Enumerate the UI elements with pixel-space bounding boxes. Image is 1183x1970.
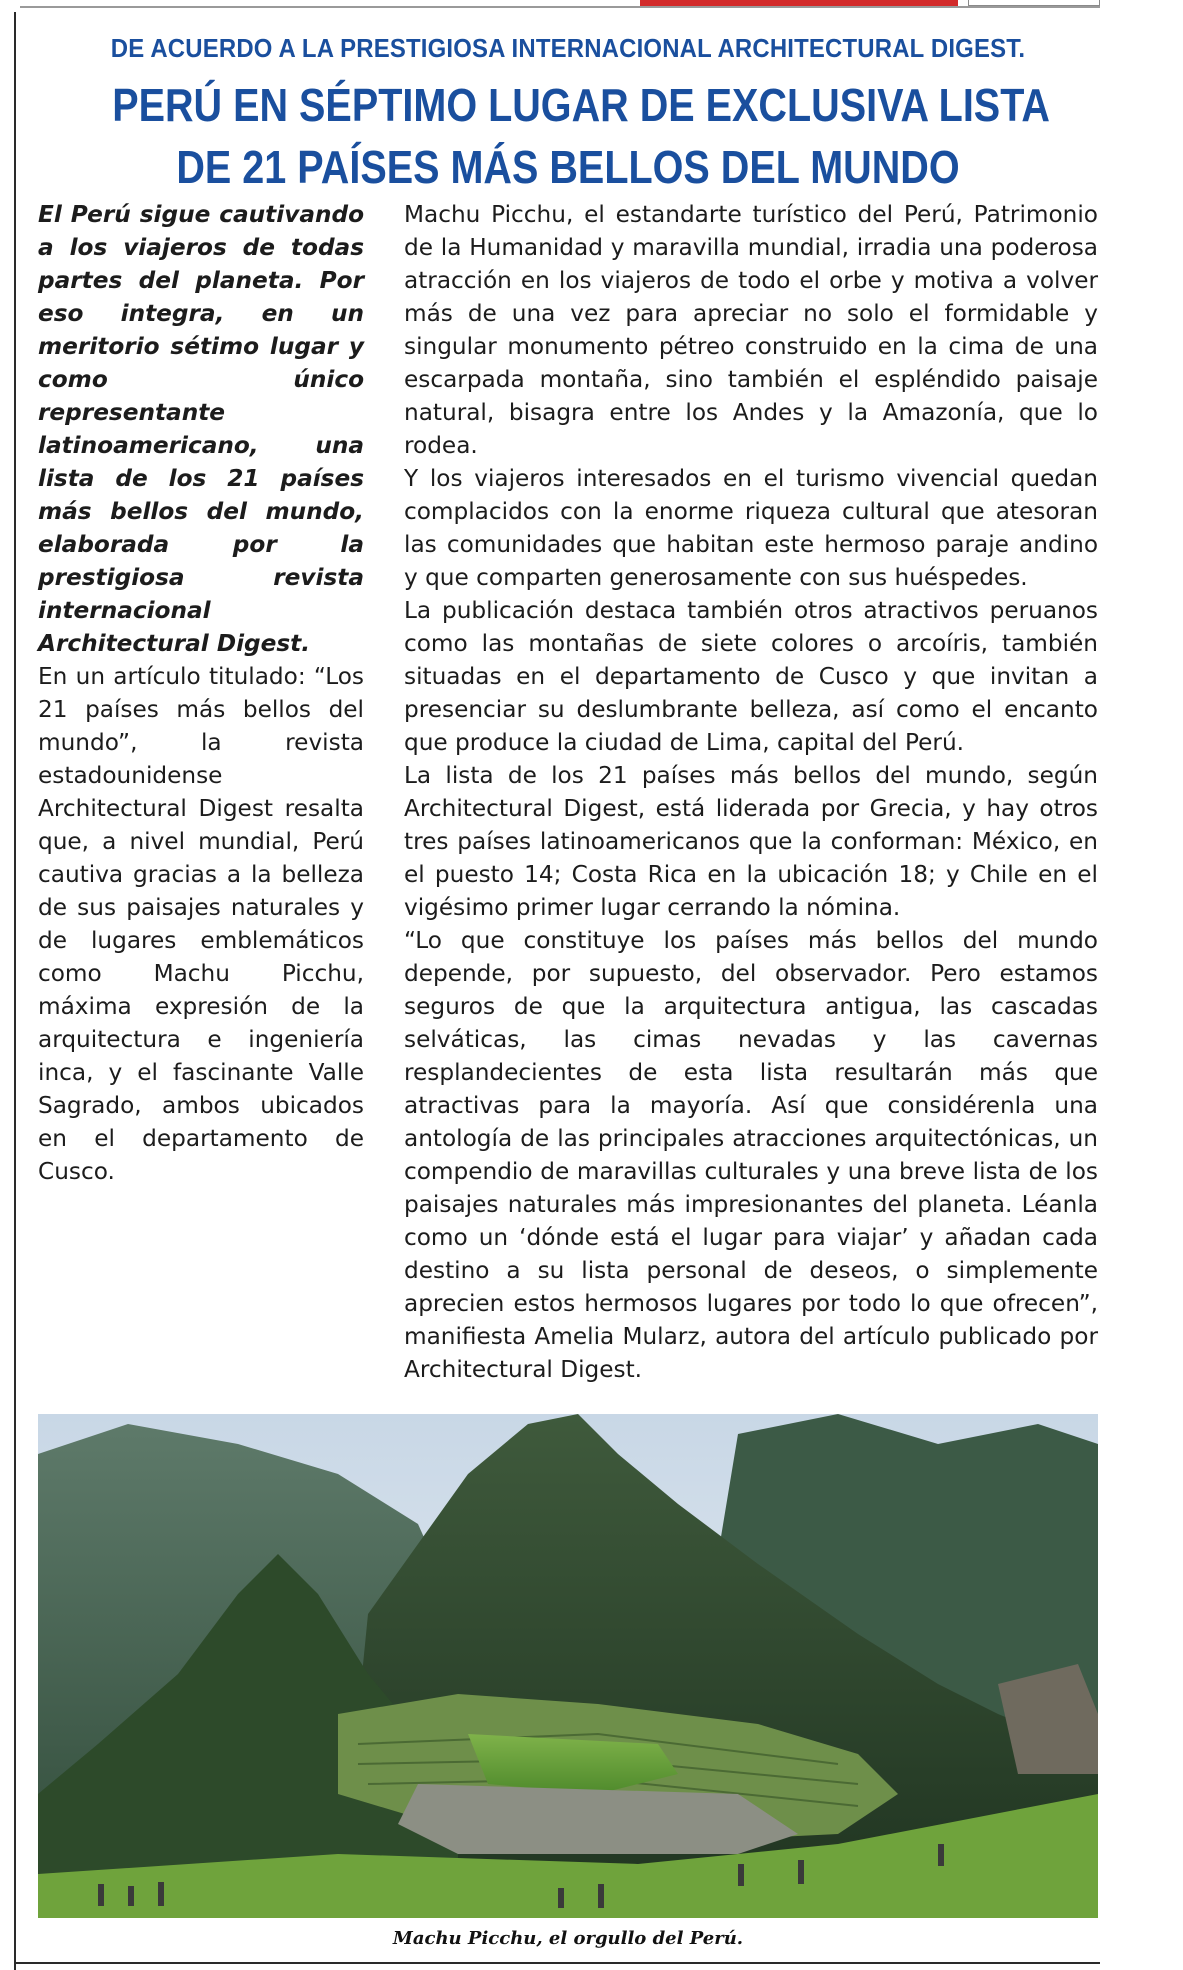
article-paragraph: “Lo que constituye los países más bellos del mundo depende, por supuesto, del observador. Pero estamos seguros de que la arquitectura antigua, las cascadas selváticas, las cimas nevadas y las cavernas resplandecientes de esta lista resultarán más que atractivas para la mayoría. Así que considérenla una antología de las principales atracciones arquitectónicas, un compendio de maravillas culturales y una breve lista de los paisajes naturales más impresionantes del planeta. Léanla como un ‘dónde está el lugar para viajar’ y añadan cada destino a su lista personal de deseos, o simplemente aprecien estos hermosos lugares por todo lo que ofrecen”, manifiesta Amelia Mularz, autora del artículo publicado por Architectural Digest. [404,927,1098,1383]
bottom-rule [14,1962,1100,1964]
section-marker-red [640,0,958,6]
machu-picchu-photo [38,1414,1098,1918]
article-column-left [38,198,364,1188]
article-paragraph: Y los viajeros interesados en el turismo vivencial quedan complacidos con la enorme riqueza cultural que atesoran las comunidades que habitan este hermoso paraje andino y que comparten generosamente con sus huéspedes. [404,465,1098,591]
photo-caption: Machu Picchu, el orgullo del Perú. [392,1928,744,1949]
headline-line-2: DE 21 PAÍSES MÁS BELLOS DEL MUNDO [176,141,960,193]
headline-line-1: PERÚ EN SÉPTIMO LUGAR DE EXCLUSIVA LISTA [112,79,1051,131]
photo-ruins [398,1784,798,1854]
article-paragraph: En un artículo titulado: “Los 21 países más bellos del mundo”, la revista estadounidense Architectural Digest resalta que, a nivel mundial, Perú cautiva gracias a la belleza de sus paisajes naturales y de lugares emblemáticos como Machu Picchu, máxima expresión de la arquitectura e ingeniería inca, y el fascinante Valle Sagrado, ambos ubicados en el departamento de Cusco. [38,663,364,1185]
article-paragraph: Machu Picchu, el estandarte turístico del Perú, Patrimonio de la Humanidad y maravilla mundial, irradia una poderosa atracción en los viajeros de todo el orbe y motiva a volver más de una vez para apreciar no solo el formidable y singular monumento pétreo construido en la cima de una escarpada montaña, sino también el espléndido paisaje natural, bisagra entre los Andes y la Amazonía, que lo rodea. [404,201,1098,459]
article-lead: El Perú sigue cautivando a los viajeros de todas partes del planeta. Por eso integra, en un meritorio sétimo lugar y como único representante latinoamericano, una lista de los 21 países más bellos del mundo, elaborada por la prestigiosa revista internacional Architectural Digest. [38,201,364,657]
article-paragraph: La publicación destaca también otros atractivos peruanos como las montañas de siete colores o arcoíris, también situadas en el departamento de Cusco y que invitan a presenciar su deslumbrante belleza, así como el encanto que produce la ciudad de Lima, capital del Perú. [404,597,1098,756]
article-headline [112,74,1051,198]
article-column-right [404,198,1098,1386]
article-kicker: DE ACUERDO A LA PRESTIGIOSA INTERNACIONAL ARCHITECTURAL DIGEST. [110,33,1026,63]
left-column-rule [14,12,16,1970]
page-top-bar [0,0,1100,8]
section-marker-outline [968,0,1100,6]
top-rule [20,6,1100,8]
article-paragraph: La lista de los 21 países más bellos del mundo, según Architectural Digest, está liderada por Grecia, y hay otros tres países latinoamericanos que la conforman: México, en el puesto 14; Costa Rica en la ubicación 18; y Chile en el vigésimo primer lugar cerrando la nómina. [404,762,1098,921]
